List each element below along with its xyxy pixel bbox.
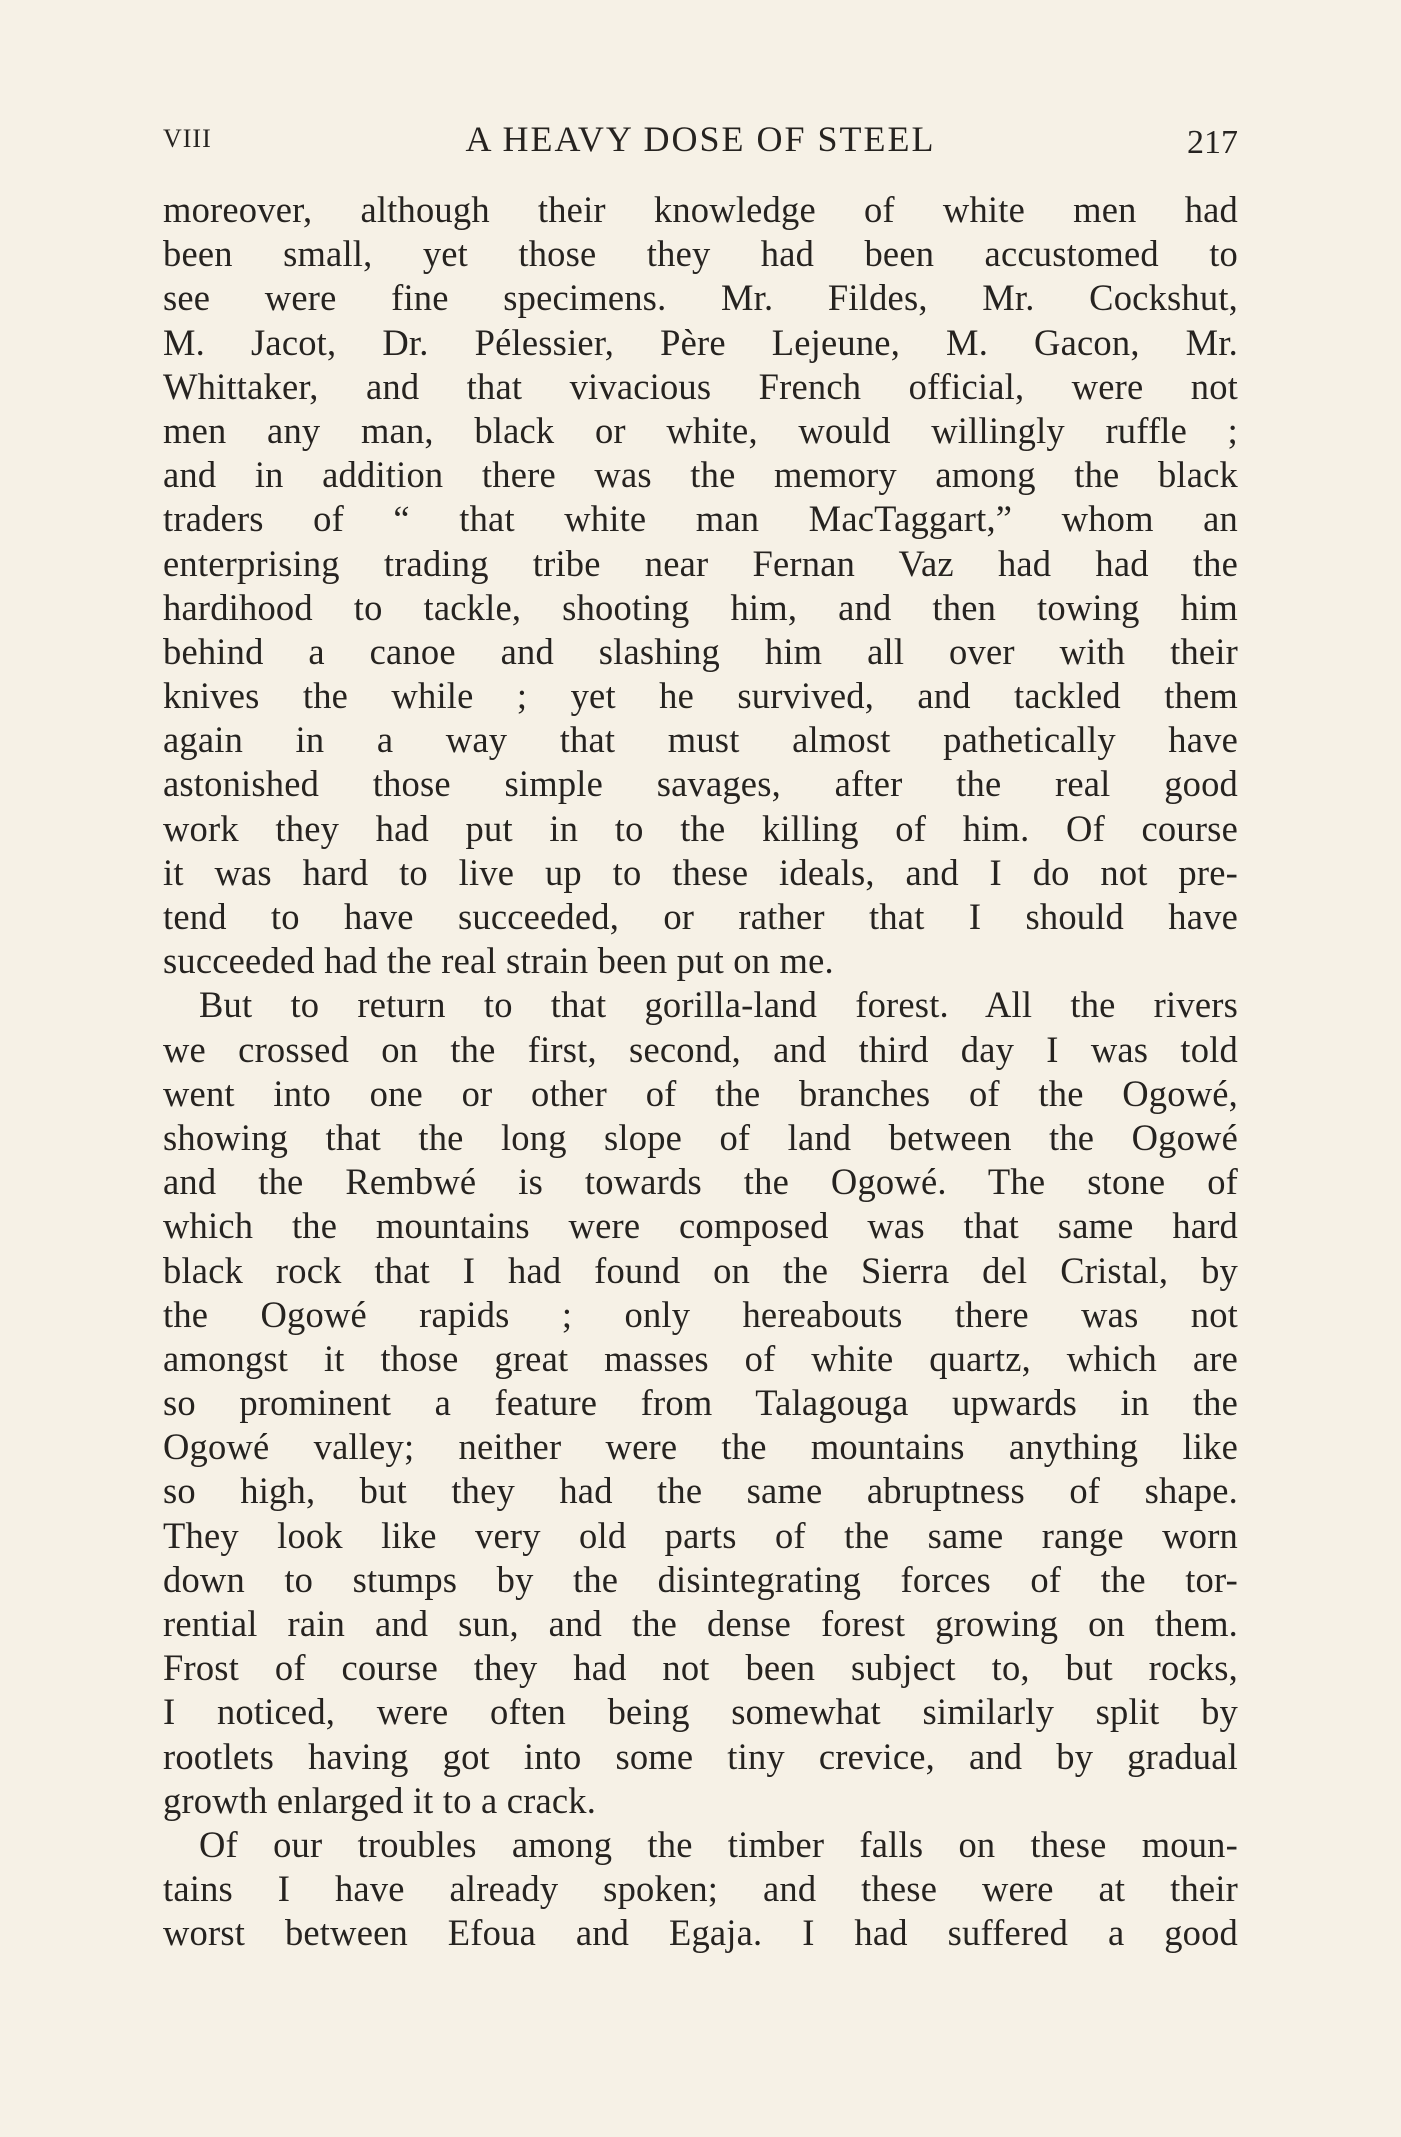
text-line: see were fine specimens. Mr. Fildes, Mr. Cockshut, bbox=[163, 277, 1238, 319]
text-line: so prominent a feature from Talagouga upwards in the bbox=[163, 1382, 1238, 1424]
text-line: growth enlarged it to a crack. bbox=[163, 1779, 597, 1821]
text-line: again in a way that must almost pathetically have bbox=[163, 719, 1238, 761]
body-text bbox=[163, 188, 1238, 1956]
text-line: Ogowé valley; neither were the mountains anything like bbox=[163, 1426, 1238, 1468]
text-line: we crossed on the first, second, and third day I was told bbox=[163, 1028, 1238, 1070]
text-line: I noticed, were often being somewhat similarly split by bbox=[163, 1691, 1238, 1733]
text-line: men any man, black or white, would willingly ruffle ; bbox=[163, 409, 1238, 451]
text-line: which the mountains were composed was that same hard bbox=[163, 1205, 1238, 1247]
text-line: M. Jacot, Dr. Pélessier, Père Lejeune, M. Gacon, Mr. bbox=[163, 321, 1238, 363]
text-line: rential rain and sun, and the dense forest growing on them. bbox=[163, 1603, 1238, 1644]
text-line: Of our troubles among the timber falls on these moun- bbox=[199, 1823, 1238, 1865]
text-line: traders of “ that white man MacTaggart,” whom an bbox=[163, 498, 1238, 540]
text-line: They look like very old parts of the same range worn bbox=[163, 1514, 1238, 1556]
text-line: it was hard to live up to these ideals, and I do not pre- bbox=[163, 851, 1238, 893]
text-line: the Ogowé rapids ; only hereabouts there was not bbox=[163, 1293, 1238, 1335]
text-line: and the Rembwé is towards the Ogowé. The stone of bbox=[163, 1161, 1238, 1203]
text-line: rootlets having got into some tiny crevice, and by gradual bbox=[163, 1735, 1238, 1777]
text-line: enterprising trading tribe near Fernan Vaz had had the bbox=[163, 542, 1238, 584]
page-number: 217 bbox=[1187, 124, 1238, 161]
running-title: A HEAVY DOSE OF STEEL bbox=[465, 119, 936, 159]
text-line: and in addition there was the memory among the black bbox=[163, 454, 1238, 496]
text-line: But to return to that gorilla-land forest. All the rivers bbox=[199, 984, 1238, 1026]
text-line: down to stumps by the disintegrating forces of the tor- bbox=[163, 1558, 1238, 1600]
text-line: been small, yet those they had been accustomed to bbox=[163, 233, 1238, 275]
text-line: work they had put in to the killing of him. Of course bbox=[163, 807, 1238, 849]
text-line: Frost of course they had not been subject to, but rocks, bbox=[163, 1647, 1238, 1689]
text-line: showing that the long slope of land between the Ogowé bbox=[163, 1116, 1238, 1158]
text-line: amongst it those great masses of white quartz, which are bbox=[163, 1337, 1238, 1379]
text-line: succeeded had the real strain been put on me. bbox=[163, 940, 834, 982]
text-line: so high, but they had the same abruptness of shape. bbox=[163, 1470, 1238, 1512]
text-line: black rock that I had found on the Sierra del Cristal, by bbox=[163, 1249, 1238, 1291]
running-head bbox=[163, 118, 1238, 168]
text-line: worst between Efoua and Egaja. I had suffered a good bbox=[163, 1912, 1238, 1954]
text-line: tains I have already spoken; and these were at their bbox=[163, 1868, 1238, 1910]
chapter-number: VIII bbox=[163, 124, 212, 153]
text-line: moreover, although their knowledge of white men had bbox=[163, 189, 1238, 230]
text-line: Whittaker, and that vivacious French official, were not bbox=[163, 365, 1238, 407]
text-line: knives the while ; yet he survived, and tackled them bbox=[163, 675, 1238, 717]
text-line: astonished those simple savages, after the real good bbox=[163, 763, 1238, 805]
text-line: tend to have succeeded, or rather that I should have bbox=[163, 896, 1238, 937]
text-line: behind a canoe and slashing him all over with their bbox=[163, 630, 1238, 672]
text-line: went into one or other of the branches of the Ogowé, bbox=[163, 1072, 1238, 1114]
text-line: hardihood to tackle, shooting him, and then towing him bbox=[163, 586, 1238, 628]
